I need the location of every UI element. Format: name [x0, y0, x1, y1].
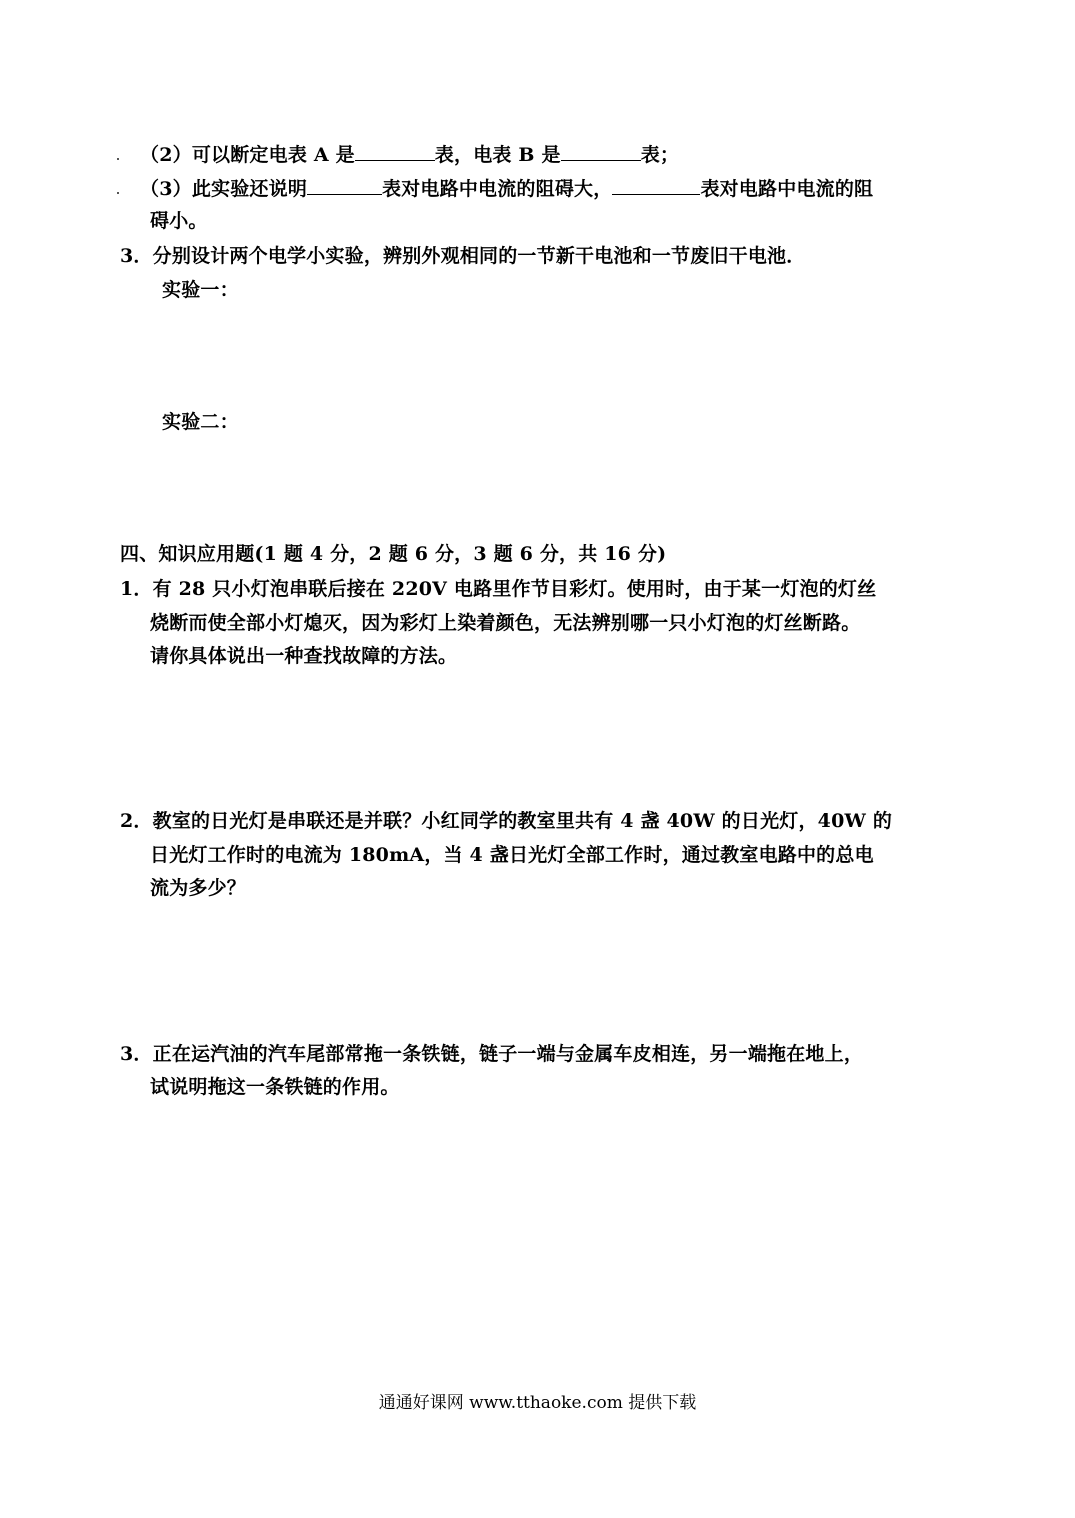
problem-1-line-1: 1．有 28 只小灯泡串联后接在 220V 电路里作节目彩灯。使用时，由于某一灯泡的灯丝	[120, 578, 877, 600]
answer-blank	[561, 142, 641, 161]
question-2-part-3	[140, 176, 873, 201]
answer-blank	[355, 142, 435, 161]
problem-3-line-2: 试说明拖这一条铁链的作用。	[150, 1076, 400, 1098]
problem-3-line-1: 3．正在运汽油的汽车尾部常拖一条铁链，链子一端与金属车皮相连，另一端拖在地上，	[120, 1043, 864, 1065]
question-3: 3．分别设计两个电学小实验，辨别外观相同的一节新干电池和一节废旧干电池．	[120, 245, 806, 267]
q2-2-text-c: 表；	[640, 144, 680, 166]
q2-3-text-a: （3）此实验还说明	[140, 178, 308, 200]
problem-2-line-1: 2．教室的日光灯是串联还是并联？小红同学的教室里共有 4 盏 40W 的日光灯，40W 的	[120, 810, 893, 832]
experiment-1-label: 实验一：	[162, 279, 239, 301]
q2-3-text-b: 表对电路中电流的阻碍大，	[382, 178, 613, 200]
question-2-part-2	[140, 142, 679, 167]
section-4-heading: 四、知识应用题(1 题 4 分，2 题 6 分，3 题 6 分，共 16 分)	[120, 543, 667, 565]
problem-2-line-3: 流为多少？	[150, 877, 247, 899]
problem-2-line-2: 日光灯工作时的电流为 180mA，当 4 盏日光灯全部工作时，通过教室电路中的总电	[150, 844, 874, 866]
q2-3-text-c: 表对电路中电流的阻	[700, 178, 874, 200]
margin-mark	[117, 158, 119, 160]
q2-2-text-b: 表，电表 B 是	[434, 144, 561, 166]
margin-mark	[117, 192, 119, 194]
page-footer: 通通好课网 www.tthaoke.com 提供下载	[378, 1393, 697, 1413]
problem-1-line-3: 请你具体说出一种查找故障的方法。	[150, 645, 458, 667]
q2-2-text-a: （2）可以断定电表 A 是	[140, 144, 355, 166]
problem-1-line-2: 烧断而使全部小灯熄灭，因为彩灯上染着颜色，无法辨别哪一只小灯泡的灯丝断路。	[150, 612, 861, 634]
answer-blank	[612, 176, 700, 195]
experiment-2-label: 实验二：	[162, 411, 239, 433]
question-2-part-3-cont: 碍小。	[150, 210, 208, 232]
answer-blank	[307, 176, 382, 195]
